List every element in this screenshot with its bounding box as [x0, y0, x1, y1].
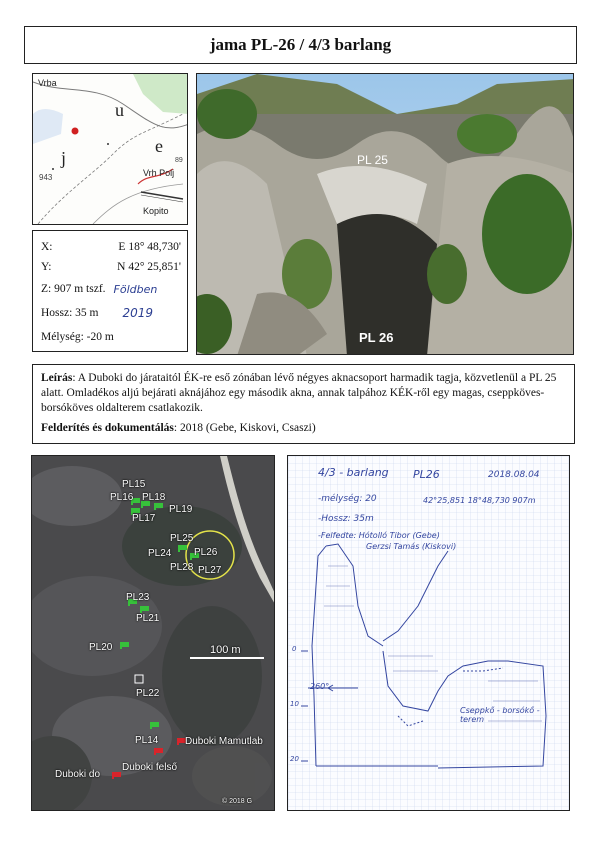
coord-x-row [41, 239, 181, 255]
sketch-room-label: Cseppkő - borsókő - terem [460, 706, 540, 724]
flag-icon [120, 642, 129, 649]
year-handwritten: 2019 [122, 306, 154, 320]
location-map [32, 73, 188, 225]
cave-marker-icon [134, 674, 144, 684]
sat-label-pl19: PL19 [169, 504, 193, 515]
length-row [41, 305, 181, 321]
map-label-vrba: Vrba [38, 78, 57, 88]
map-label-e: e [155, 136, 163, 156]
sat-label-pl28: PL28 [170, 562, 194, 573]
sat-label-pl14: PL14 [135, 735, 159, 746]
altitude-row [41, 281, 181, 297]
sketch-depth-line: -mélység: 20 [318, 494, 377, 504]
exploration-text: : 2018 (Gebe, Kiskovi, Csaszi) [173, 422, 316, 434]
flag-icon [140, 606, 149, 613]
sketch-team-line1: -Felfedte: Hótolló Tibor (Gebe) [318, 531, 440, 540]
description-paragraph [41, 371, 566, 416]
cave-sketch [287, 455, 570, 811]
sat-label-duboki-do: Duboki do [55, 769, 101, 780]
sat-label-pl23: PL23 [126, 592, 150, 603]
sketch-scale-tick: 10 [290, 700, 299, 708]
description-text: : A Duboki do járataitól ÉK-re eső zónában lévő négyes aknacsoport harmadik tagja, közvetlenül a PL 25 alatt. Omladékos aljú bejárati aknájához egy második akna, annak talpához KÉK-ről egy magas, cseppköves-borsóköves oldalterem csatlakozik. [41, 372, 557, 414]
sketch-drawing [288, 456, 570, 811]
sketch-date: 2018.08.04 [488, 470, 540, 480]
coord-y-row [41, 259, 181, 275]
map-label-u: u [115, 100, 124, 120]
photo-label-lower: PL 26 [359, 330, 394, 345]
sat-label-pl24: PL24 [148, 548, 172, 559]
sketch-team-line2: Gerzsi Tamás (Kiskovi) [366, 542, 457, 551]
sat-label-pl27: PL27 [198, 565, 222, 576]
map-label-vrh-polj: Vrh Polj [143, 168, 175, 178]
sat-label-pl18: PL18 [142, 492, 166, 503]
sat-label-duboki-felso: Duboki felső [122, 762, 178, 773]
sketch-header: 4/3 - barlang [318, 466, 389, 479]
exploration-key: Felderítés és dokumentálás [41, 422, 174, 434]
cave-photo-drawing [197, 74, 574, 355]
depth-label: Mélység: -20 m [41, 331, 114, 343]
document-title: jama PL-26 / 4/3 barlang [209, 35, 392, 54]
altitude-label: Z: 907 m tszf. [41, 283, 106, 295]
flag-icon [154, 748, 163, 755]
description-key: Leírás [41, 372, 73, 384]
coord-y-label: Y: [41, 261, 52, 273]
description-panel [32, 364, 575, 444]
scale-label: 100 m [210, 644, 241, 656]
coord-x-label: X: [41, 241, 53, 253]
flag-icon [150, 722, 159, 729]
sketch-coords: 42°25,851 18°48,730 907m [423, 496, 536, 505]
photo-label-upper: PL 25 [357, 153, 388, 167]
cave-photo [196, 73, 574, 355]
flag-icon [154, 503, 163, 510]
title-box [24, 26, 577, 64]
sketch-length-line: -Hossz: 35m [318, 514, 374, 524]
sat-label-pl25: PL25 [170, 533, 194, 544]
sat-label-pl26: PL26 [194, 547, 218, 558]
sat-label-pl17: PL17 [132, 513, 156, 524]
sat-label-pl20: PL20 [89, 642, 113, 653]
sketch-arrow-label: 260° [310, 682, 330, 691]
coord-y-value: N 42° 25,851' [117, 261, 181, 273]
satellite-map [31, 455, 275, 811]
length-label: Hossz: 35 m [41, 307, 99, 319]
sketch-scale-tick: 20 [290, 755, 299, 763]
sat-label-pl16: PL16 [110, 492, 134, 503]
flag-icon [112, 772, 121, 779]
sketch-code: PL26 [413, 468, 440, 481]
map-label-943: 943 [39, 173, 53, 182]
sat-label-pl22: PL22 [136, 688, 160, 699]
sketch-scale-tick: 0 [292, 645, 297, 653]
location-map-drawing [33, 74, 188, 225]
exploration-paragraph [41, 421, 566, 436]
map-label-kopito: Kopito [143, 206, 169, 216]
coord-x-value: E 18° 48,730' [118, 241, 181, 253]
copyright-label: © 2018 G [222, 798, 253, 805]
altitude-handwritten-note: Földben [113, 282, 158, 296]
sat-label-pl15: PL15 [122, 479, 146, 490]
coordinates-panel [32, 230, 188, 352]
sat-label-pl21: PL21 [136, 613, 160, 624]
map-label-89: 89 [175, 157, 183, 164]
flag-icon [178, 545, 187, 552]
depth-row [41, 329, 181, 345]
map-label-j: j [61, 148, 67, 168]
sat-label-duboki-mamutlab: Duboki Mamutlab [185, 736, 263, 747]
